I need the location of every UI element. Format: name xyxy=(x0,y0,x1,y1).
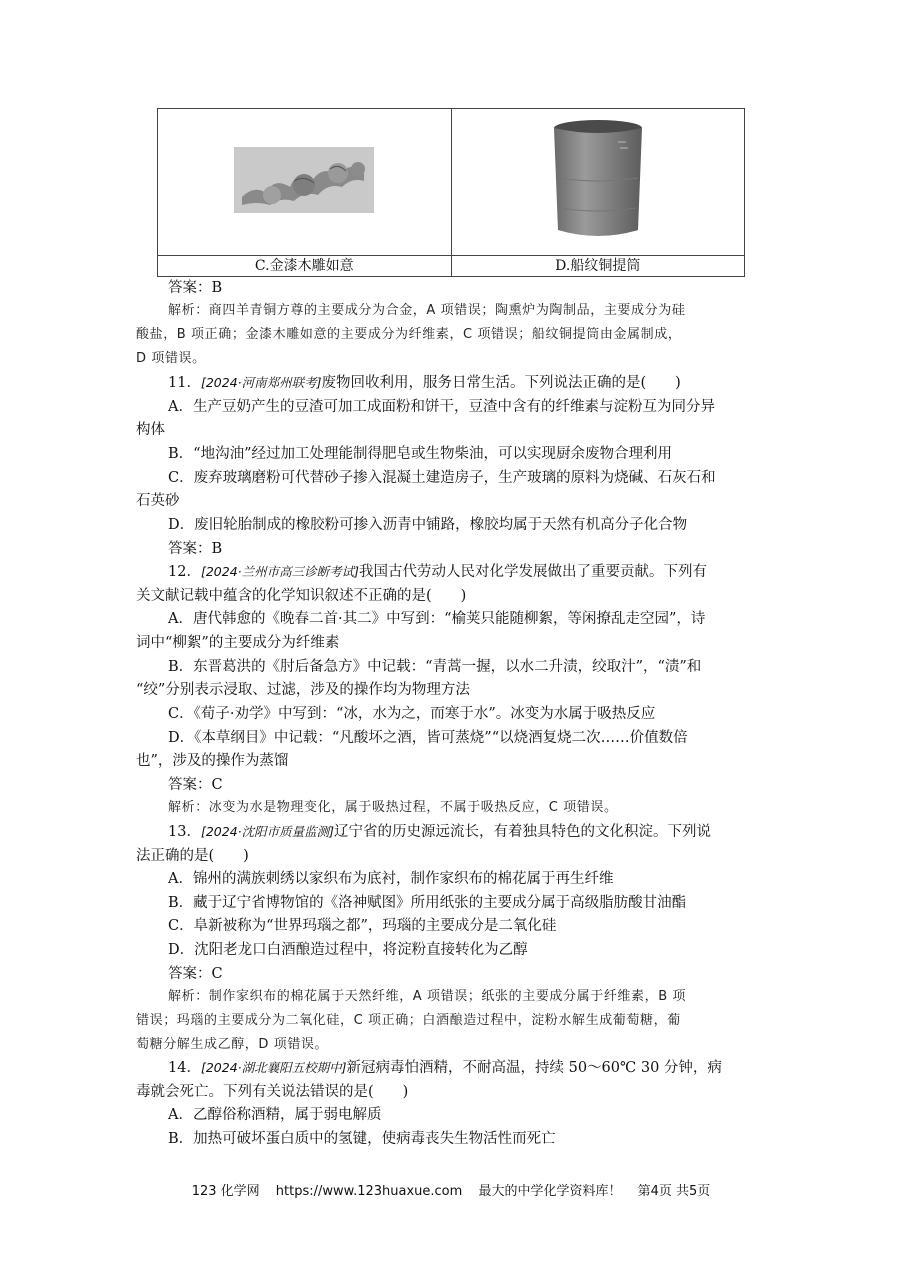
q11-option-a: A．生产豆奶产生的豆渣可加工成面粉和饼干，豆渣中含有的纤维素与淀粉互为同分异 xyxy=(168,399,715,415)
q11-answer: 答案：B xyxy=(168,541,223,557)
q13-answer: 答案：C xyxy=(168,966,223,982)
q12-option-c: C．《荀子·劝学》中写到：“冰，水为之，而寒于水”。冰变为水属于吸热反应 xyxy=(168,706,656,722)
q13-stem-cont: 法正确的是( ) xyxy=(136,848,249,864)
q11-option-a-cont: 构体 xyxy=(136,422,165,438)
q12-option-b-cont: “绞”分别表示浸取、过滤，涉及的操作均为物理方法 xyxy=(136,682,470,698)
footer-site-name: 123 化学网 xyxy=(191,1184,260,1199)
q11-option-d: D．废旧轮胎制成的橡胶粉可掺入沥青中铺路，橡胶均属于天然有机高分子化合物 xyxy=(168,517,688,533)
q11-option-b: B．“地沟油”经过加工处理能制得肥皂或生物柴油，可以实现厨余废物合理利用 xyxy=(168,446,672,462)
q14-option-b: B．加热可破坏蛋白质中的氢键，使病毒丧失生物活性而死亡 xyxy=(168,1131,556,1147)
q13-stem: 13．[2024·沈阳市质量监测]辽宁省的历史源远流长，有着独具特色的文化积淀。下列说 xyxy=(168,824,711,840)
figure-cell-c xyxy=(158,109,452,256)
q10-answer: 答案：B xyxy=(168,280,223,296)
q10-explanation-line: 解析：商四羊青铜方尊的主要成分为合金，A 项错误；陶熏炉为陶制品，主要成分为硅 xyxy=(168,303,686,318)
q12-source: [2024·兰州市高三诊断考试] xyxy=(200,564,359,579)
q10-explanation-line: D 项错误。 xyxy=(136,351,206,366)
figure-caption-c: C.金漆木雕如意 xyxy=(158,256,452,277)
footer-page-number: 第4页 共5页 xyxy=(637,1184,711,1199)
q13-option-a: A．锦州的满族刺绣以家织布为底衬，制作家织布的棉花属于再生纤维 xyxy=(168,871,614,887)
footer-slogan: 最大的中学化学资料库！ xyxy=(478,1184,622,1199)
q11-option-c-cont: 石英砂 xyxy=(136,493,180,509)
q12-option-d: D．《本草纲目》中记载：“凡酸坏之酒，皆可蒸烧”“以烧酒复烧二次……价值数倍 xyxy=(168,730,688,746)
q12-option-a-cont: 词中“柳絮”的主要成分为纤维素 xyxy=(136,635,340,651)
q12-option-d-cont: 也”，涉及的操作为蒸馏 xyxy=(136,753,289,769)
q13-explanation-line: 解析：制作家织布的棉花属于天然纤维，A 项错误；纸张的主要成分属于纤维素，B 项 xyxy=(168,989,687,1004)
q12-option-a: A．唐代韩愈的《晚春二首·其二》中写到：“榆荚只能随柳絮，等闲撩乱走空园”，诗 xyxy=(168,611,706,627)
q14-option-a: A．乙醇俗称酒精，属于弱电解质 xyxy=(168,1107,382,1123)
q12-stem-cont: 关文献记载中蕴含的化学知识叙述不正确的是( ) xyxy=(136,588,467,604)
q10-explanation-line: 酸盐，B 项正确；金漆木雕如意的主要成分为纤维素，C 项错误；船纹铜提筒由金属制成， xyxy=(136,327,682,342)
footer-url-link[interactable]: https://www.123huaxue.com xyxy=(275,1184,463,1199)
q13-option-d: D．沈阳老龙口白酒酿造过程中，将淀粉直接转化为乙醇 xyxy=(168,942,528,958)
q13-source: [2024·沈阳市质量监测] xyxy=(200,824,334,839)
q11-option-c: C．废弃玻璃磨粉可代替砂子掺入混凝土建造房子，生产玻璃的原料为烧碱、石灰石和 xyxy=(168,470,716,486)
q13-option-b: B．藏于辽宁省博物馆的《洛神赋图》所用纸张的主要成分属于高级脂肪酸甘油酯 xyxy=(168,895,687,911)
q11-source: [2024·河南郑州联考] xyxy=(200,375,322,390)
bronze-bucket-image xyxy=(548,118,648,242)
q13-option-c: C．阜新被称为“世界玛瑙之都”，玛瑙的主要成分是二氧化硅 xyxy=(168,918,557,934)
q14-stem-cont: 毒就会死亡。下列有关说法错误的是( ) xyxy=(136,1084,409,1100)
q14-stem: 14．[2024·湖北襄阳五校期中]新冠病毒怕酒精，不耐高温，持续 50～60℃ 30 分钟，病 xyxy=(168,1060,722,1076)
figure-table xyxy=(157,108,745,277)
q13-explanation-line: 错误；玛瑙的主要成分为二氧化硅，C 项正确；白酒酿造过程中，淀粉水解生成葡萄糖，葡 xyxy=(136,1013,681,1028)
figure-cell-d xyxy=(451,109,745,256)
q12-explanation: 解析：冰变为水是物理变化，属于吸热过程，不属于吸热反应，C 项错误。 xyxy=(168,800,618,815)
q14-source: [2024·湖北襄阳五校期中] xyxy=(200,1060,347,1075)
q11-stem: 11．[2024·河南郑州联考]废物回收利用，服务日常生活。下列说法正确的是( ) xyxy=(168,375,681,391)
q12-answer: 答案：C xyxy=(168,777,223,793)
gilded-wood-ruyi-image xyxy=(234,147,374,213)
q12-option-b: B．东晋葛洪的《肘后备急方》中记载：“青蒿一握，以水二升渍，绞取汁”，“渍”和 xyxy=(168,659,702,675)
page-footer xyxy=(0,1180,902,1199)
figure-caption-d: D.船纹铜提筒 xyxy=(451,256,745,277)
q12-stem: 12．[2024·兰州市高三诊断考试]我国古代劳动人民对化学发展做出了重要贡献。下列有 xyxy=(168,564,707,580)
q13-explanation-line: 萄糖分解生成乙醇，D 项错误。 xyxy=(136,1037,329,1052)
